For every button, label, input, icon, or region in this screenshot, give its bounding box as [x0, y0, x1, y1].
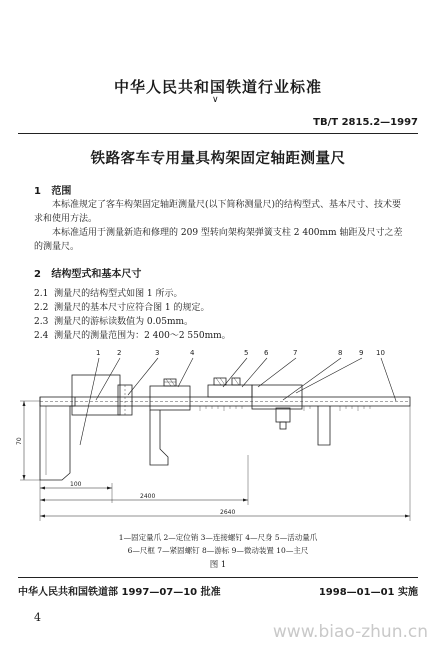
- figure-legend-line-1: 1—固定量爪 2—定位销 3—连接螺钉 4—尺身 5—活动量爪: [118, 533, 318, 542]
- callout-7: 7: [293, 349, 298, 357]
- page-number: 4: [34, 611, 41, 624]
- standard-org-title: 中华人民共和国铁道行业标准: [113, 78, 322, 96]
- figure-measuring-ruler: [0, 345, 436, 530]
- dim-70: 70: [16, 437, 23, 445]
- fixed-jaw: [40, 397, 75, 480]
- list-item: 2.1 测量尺的结构型式如图 1 所示。: [34, 289, 183, 299]
- figure-label: 图 1: [209, 560, 227, 570]
- dim-100: 100: [70, 481, 82, 488]
- check-mark: ∨: [212, 95, 219, 105]
- list-item: 2.3 测量尺的游标读数值为 0.05mm。: [34, 317, 194, 327]
- list-item: 2.4 测量尺的测量范围为：2 400～2 550mm。: [34, 331, 231, 341]
- footer-rule: [18, 577, 418, 578]
- dim-2640: 2640: [220, 509, 236, 516]
- callout-2: 2: [117, 349, 122, 357]
- approval-note: 中华人民共和国铁道部 1997—07—10 批准: [18, 587, 221, 598]
- header-rule: [18, 133, 418, 134]
- list-item: 2.2 测量尺的基本尺寸应符合图 1 的规定。: [34, 303, 210, 313]
- callout-8: 8: [338, 349, 343, 357]
- dim-2400: 2400: [140, 493, 156, 500]
- moving-jaw: [150, 410, 168, 465]
- callout-1: 1: [96, 349, 101, 357]
- callout-3: 3: [155, 349, 160, 357]
- watermark: www.biao-zhun.cn: [272, 622, 428, 642]
- callout-6: 6: [264, 349, 269, 357]
- figure-legend-line-2: 6—尺框 7—紧固螺钉 8—游标 9—微动装置 10—主尺: [127, 546, 309, 555]
- vernier: [208, 385, 252, 397]
- section-1-heading: 1 范围: [34, 186, 72, 197]
- effective-date: 1998—01—01 实施: [318, 587, 418, 598]
- callout-5: 5: [244, 349, 249, 357]
- section-1-body: 本标准规定了客车构架固定轴距测量尺(以下简称测量尺)的结构型式、基本尺寸、技术要 求和使用方法。 本标准适用于测量新造和修理的 209 型转向架构架弹簧支柱 2 400mm 轴距及尺寸之差 的测量尺。: [34, 200, 403, 252]
- callout-4: 4: [190, 349, 195, 357]
- callout-9: 9: [359, 349, 364, 357]
- section-2-heading: 2 结构型式和基本尺寸: [34, 269, 142, 280]
- callout-10: 10: [376, 349, 385, 357]
- body-plate: [72, 375, 120, 415]
- document-title: 铁路客车专用量具构架固定轴距测量尺: [90, 151, 346, 167]
- standard-code: TB/T 2815.2—1997: [313, 117, 418, 128]
